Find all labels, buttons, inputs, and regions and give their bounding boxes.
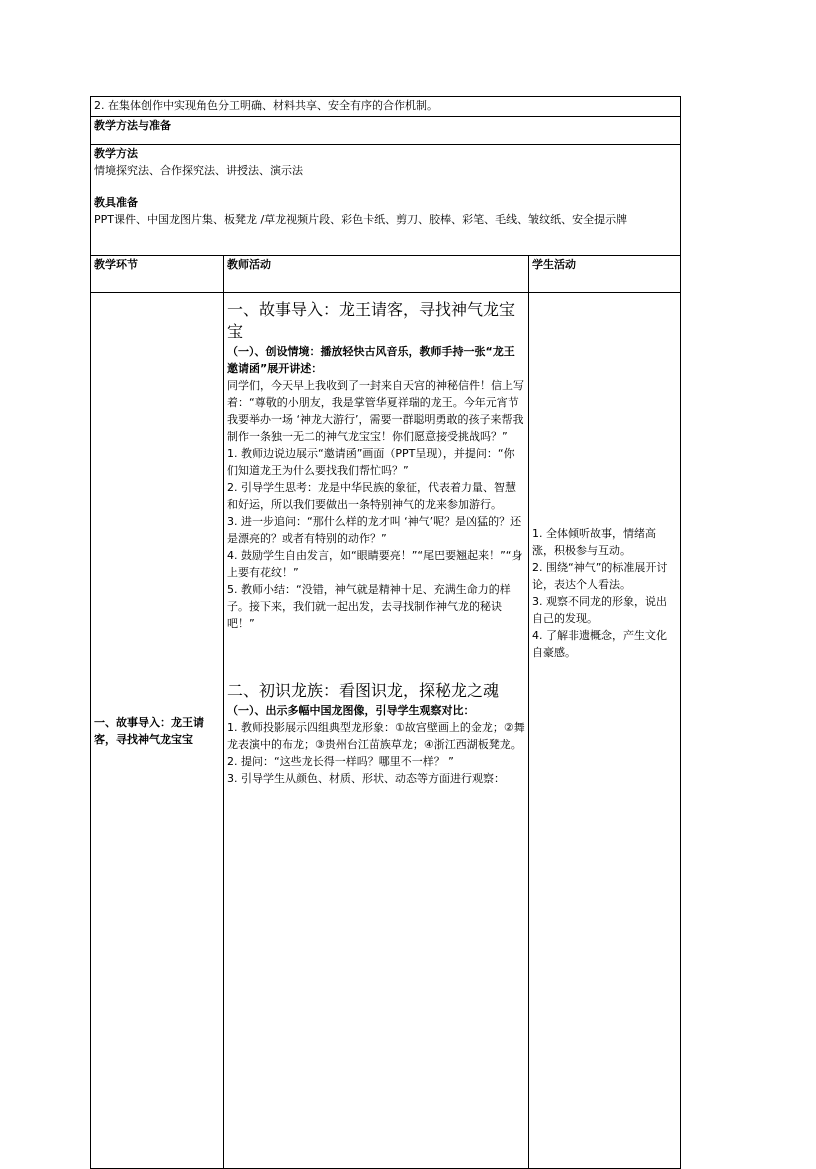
section1-item: 2. 引导学生思考：龙是中华民族的象征，代表着力量、智慧和好运，所以我们要做出一条特别神气的龙来参加游行。 (227, 481, 516, 511)
header-teacher: 教师活动 (224, 256, 529, 293)
student-item: 4. 了解非遗概念，产生文化自豪感。 (532, 629, 667, 659)
method-title-row (91, 117, 681, 145)
teacher-cell (224, 293, 529, 1169)
section1-story: 同学们，今天早上我收到了一封来自天宫的神秘信件！信上写着：“尊敬的小朋友，我是掌管华夏祥瑞的龙王。今年元宵节我要举办一场 ‘神龙大游行’，需要一群聪明勇敢的孩子来帮我制作一条独一无二的神气龙宝宝！你们愿意接受挑战吗？” (227, 379, 524, 443)
section2-item: 2. 提问：“这些龙长得一样吗？哪里不一样？ ” (227, 755, 454, 768)
method-content (91, 145, 681, 256)
student-cell (529, 293, 681, 1169)
header-student: 学生活动 (529, 256, 681, 293)
spacer (94, 179, 677, 194)
method-section-title: 教学方法与准备 (91, 117, 681, 145)
lesson-plan-table (90, 96, 681, 1169)
section1-title: 一、故事导入：龙王请客，寻找神气龙宝宝 (227, 300, 516, 341)
header-stage: 教学环节 (91, 256, 224, 293)
student-item: 3. 观察不同龙的形象，说出自己的发现。 (532, 595, 667, 625)
section2-title: 二、初识龙族：看图识龙，探秘龙之魂 (227, 681, 500, 700)
section1-item: 3. 进一步追问：“那什么样的龙才叫 ‘神气’呢？是凶猛的？还是漂亮的？或者有特别的动作？” (227, 515, 522, 545)
header-row (91, 256, 681, 293)
method-content-row (91, 145, 681, 256)
section1-subtitle: （一）、创设情境：播放轻快古风音乐，教师手持一张“龙王邀请函”展开讲述： (227, 345, 515, 375)
section1-item: 4. 鼓励学生自由发言，如“眼睛要亮！”“尾巴要翘起来！”“身上要有花纹！” (227, 549, 523, 579)
section1-item: 1. 教师边说边展示“邀请函”画面（PPT呈现），并提问：“你们知道龙王为什么要找我们帮忙吗？” (227, 447, 515, 477)
goal-row (91, 97, 681, 117)
section2-item: 3. 引导学生从颜色、材质、形状、动态等方面进行观察： (227, 772, 505, 785)
stage-cell (91, 293, 224, 1169)
prep-label: 教具准备 (94, 196, 138, 209)
student-item: 1. 全体倾听故事，情绪高涨，积极参与互动。 (532, 527, 656, 557)
section1-item: 5. 教师小结：“没错，神气就是精神十足、充满生命力的样子。接下来，我们就一起出发，去寻找制作神气龙的秘诀吧！” (227, 583, 511, 630)
section2-item: 1. 教师投影展示四组典型龙形象：①故宫壁画上的金龙；②舞龙表演中的布龙；③贵州台江苗族草龙；④浙江西湖板凳龙。 (227, 721, 525, 751)
activity-row (91, 293, 681, 1169)
goal-text: 2. 在集体创作中实现角色分工明确、材料共享、安全有序的合作机制。 (91, 97, 681, 117)
section2-subtitle: （一）、出示多幅中国龙图像，引导学生观察对比： (227, 704, 475, 717)
methods-text: 情境探究法、合作探究法、讲授法、演示法 (94, 164, 303, 177)
stage-text: 一、故事导入：龙王请客，寻找神气龙宝宝 (94, 715, 204, 746)
methods-label: 教学方法 (94, 147, 138, 160)
prep-text: PPT课件、中国龙图片集、板凳龙 /草龙视频片段、彩色卡纸、剪刀、胶棒、彩笔、毛线、皱纹纸、安全提示牌 (94, 213, 628, 226)
student-item: 2. 围绕“神气”的标准展开讨论，表达个人看法。 (532, 561, 668, 591)
